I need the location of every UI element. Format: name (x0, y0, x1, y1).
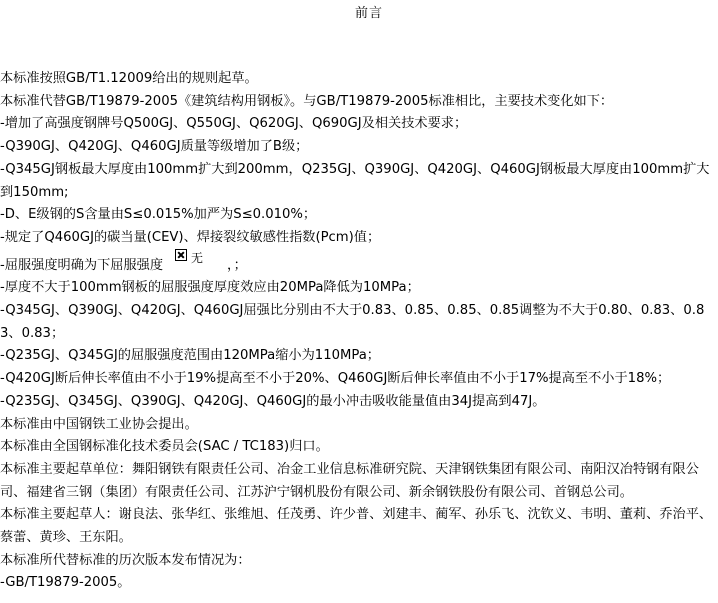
paragraph: -GB/T19879-2005。 (0, 575, 131, 591)
paragraph: -Q235GJ、Q345GJ、Q390GJ、Q420GJ、Q460GJ的最小冲击吸收能量值由34J提高到47J。 (0, 393, 546, 409)
paragraph: -Q345GJ、Q390GJ、Q420GJ、Q460GJ屈强比分别由不大于0.83、0.85、0.85、0.85调整为不大于0.80、0.83、0.83、0.83； (0, 303, 705, 341)
paragraph: -Q235GJ、Q345GJ的屈服强度范围由120MPa缩小为110MPa； (0, 348, 380, 364)
paragraph: 本标准由全国钢标准化技术委员会(SAC / TC183)归口。 (0, 439, 329, 455)
yield-strength-tail: ，； (227, 257, 247, 273)
paragraph: 本标准按照GB/T1.12009给出的规则起草。 (0, 71, 258, 86)
paragraph: 本标准主要起草人：谢良法、张华红、张维旭、任茂勇、许少普、刘建丰、蔺军、孙乐飞、沈钦义、韦明、董莉、乔治平、蔡蕾、黄珍、王东阳。 (0, 507, 713, 546)
paragraph: -D、E级钢的S含量由S≤0.015%加严为S≤0.010%； (0, 207, 317, 223)
paragraph: 本标准主要起草单位：舞阳钢铁有限责任公司、冶金工业信息标准研究院、天津钢铁集团有限公司、南阳汉冶特钢有限公司、福建省三钢（集团）有限责任公司、江苏沪宁钢机股份有限公司、新余钢铁股份有限公司、首钢总公司。 (0, 461, 699, 500)
paragraph: -规定了Q460GJ的碳当量(CEV)、焊接裂纹敏感性指数(Pcm)值； (0, 229, 381, 245)
yield-strength-line (0, 250, 716, 278)
broken-image-icon (175, 256, 189, 270)
paragraph: 本标准所代替标准的历次版本发布情况为： (0, 552, 251, 568)
yield-strength-text: -屈服强度明确为下屈服强度 (0, 257, 164, 273)
paragraph: -Q345GJ钢板最大厚度由100mm扩大到200mm，Q235GJ、Q390GJ、Q420GJ、Q460GJ钢板最大厚度由100mm扩大到150mm; (0, 161, 710, 200)
paragraph: 本标准由中国钢铁工业协会提出。 (0, 416, 198, 432)
page-title: 前言 (354, 6, 383, 21)
paragraph: -Q390GJ、Q420GJ、Q460GJ质量等级增加了B级； (0, 139, 309, 155)
document-body (0, 68, 716, 595)
paragraph: 本标准代替GB/T19879-2005《建筑结构用钢板》。与GB/T19879-2005标准相比，主要技术变化如下： (0, 93, 614, 109)
paragraph: -增加了高强度钢牌号Q500GJ、Q550GJ、Q620GJ、Q690GJ及相关技术要求； (0, 116, 468, 132)
paragraph: -厚度不大于100mm钢板的屈服强度厚度效应由20MPa降低为10MPa； (0, 280, 420, 296)
image-alt-text: 无 (191, 250, 204, 265)
paragraph: -Q420GJ断后伸长率值由不小于19%提高至不小于20%、Q460GJ断后伸长率值由不小于17%提高至不小于18%； (0, 371, 671, 387)
